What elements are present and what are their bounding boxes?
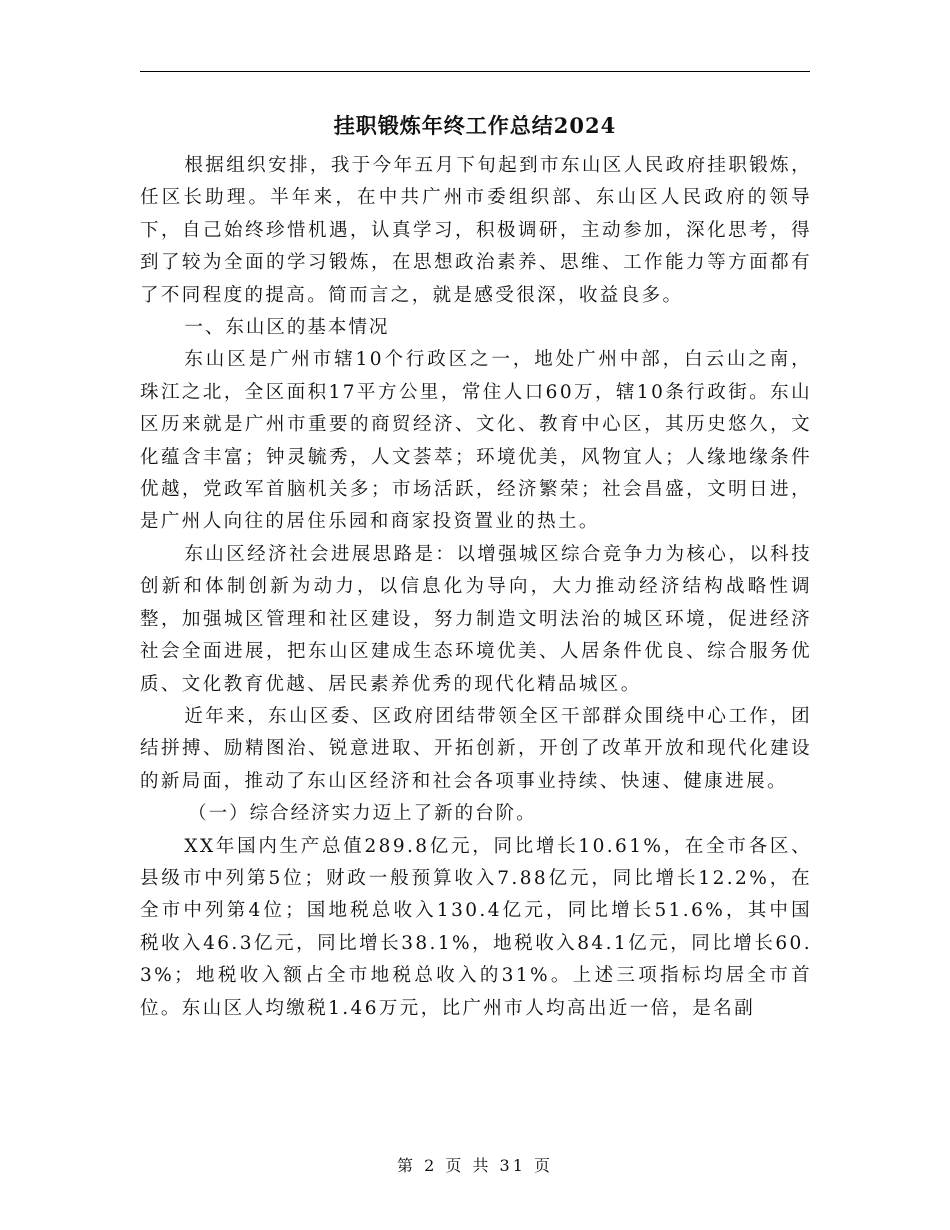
- footer-middle: 页 共: [445, 1156, 492, 1175]
- footer-prefix: 第: [396, 1156, 416, 1175]
- subsection-heading-1: （一）综合经济实力迈上了新的台阶。: [188, 803, 537, 825]
- paragraph-intro: 根据组织安排，我于今年五月下旬起到市东山区人民政府挂职锻炼，任区长助理。半年来，在中共广州市委组织部、东山区人民政府的领导下，自己始终珍惜机遇，认真学习，积极调研，主动参加，深化思考，得到了较为全面的学习锻炼，在思想政治素养、思维、工作能力等方面都有了不同程度的提高。简而言之，就是感受很深，收益良多。: [140, 155, 812, 306]
- current-page-number: 2: [424, 1156, 438, 1175]
- paragraph-economic-figures: XX年国内生产总值289.8亿元，同比增长10.61%，在全市各区、县级市中列第5位；财政一般预算收入7.88亿元，同比增长12.2%，在全市中列第4位；国地税总收入130.4亿元，同比增长51.6%，其中国税收入46.3亿元，同比增长38.1%，地税收入84.1亿元，同比增长60.3%；地税收入额占全市地税总收入的31%。上述三项指标均居全市首位。东山区人均缴税1.46万元，比广州市人均高出近一倍，是名副: [140, 835, 812, 1019]
- section-heading-1: 一、东山区的基本情况: [184, 317, 390, 339]
- total-page-count: 31: [499, 1156, 526, 1175]
- paragraph-recent-years: 近年来，东山区委、区政府团结带领全区干部群众围绕中心工作，团结拼搏、励精图治、锐意进取、开拓创新，开创了改革开放和现代化建设的新局面，推动了东山区经济和社会各项事业持续、快速、健康进展。: [140, 705, 812, 792]
- page-number-footer: [0, 1154, 950, 1178]
- footer-suffix: 页: [534, 1156, 554, 1175]
- header-rule: [140, 71, 810, 72]
- document-title: 挂职锻炼年终工作总结2024: [333, 113, 617, 138]
- paragraph-development-strategy: 东山区经济社会进展思路是：以增强城区综合竞争力为核心，以科技创新和体制创新为动力，以信息化为导向，大力推动经济结构战略性调整，加强城区管理和社区建设，努力制造文明法治的城区环境，促进经济社会全面进展，把东山区建成生态环境优美、人居条件优良、综合服务优质、文化教育优越、居民素养优秀的现代化精品城区。: [140, 543, 812, 695]
- paragraph-district-overview: 东山区是广州市辖10个行政区之一，地处广州中部，白云山之南，珠江之北，全区面积17平方公里，常住人口60万，辖10条行政街。东山区历来就是广州市重要的商贸经济、文化、教育中心区，其历史悠久，文化蕴含丰富；钟灵毓秀，人文荟萃；环境优美，风物宜人；人缘地缘条件优越，党政军首脑机关多；市场活跃，经济繁荣；社会昌盛，文明日进，是广州人向往的居住乐园和商家投资置业的热土。: [140, 349, 812, 533]
- document-body: [140, 150, 812, 1025]
